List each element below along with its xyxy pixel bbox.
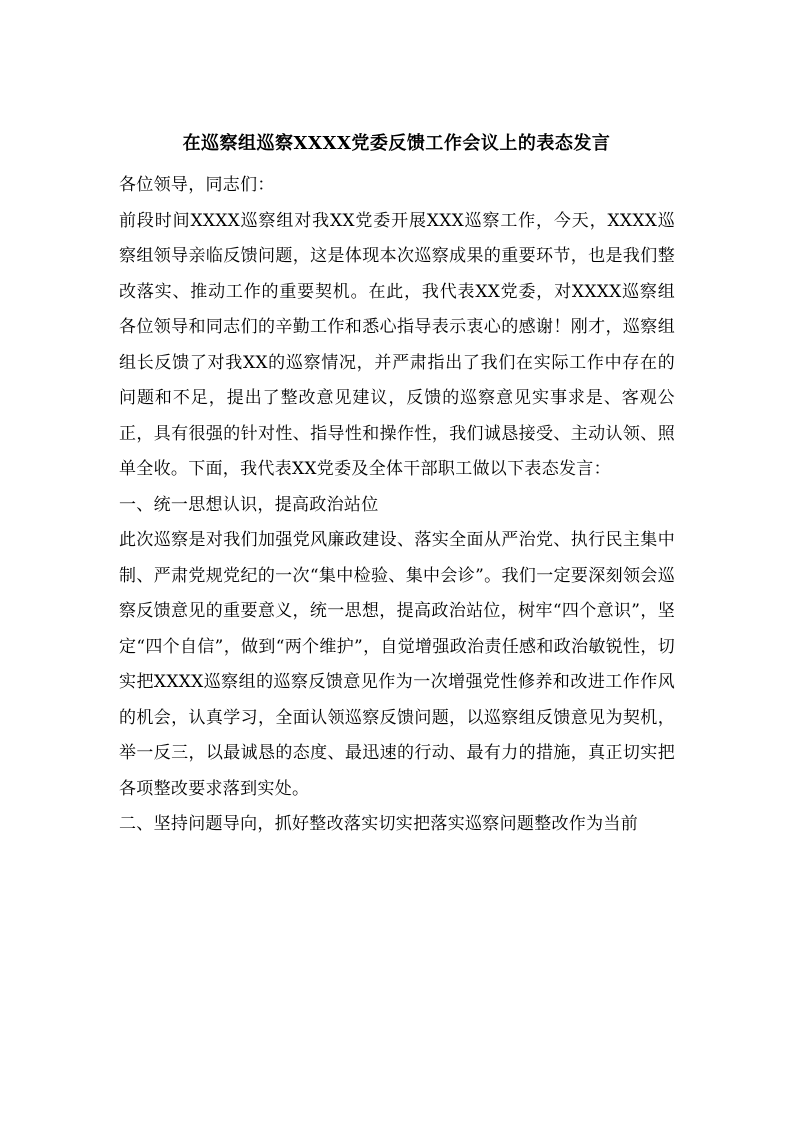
section-heading-1: 一、统一思想认识，提高政治站位 [119,494,379,515]
document-title: 在巡察组巡察XXXX党委反馈工作会议上的表态发言 [182,133,611,154]
salutation: 各位领导，同志们： [119,175,275,195]
paragraph-opening: 前段时间XXXX巡察组对我XX党委开展XXX巡察工作，今天，XXXX巡察组领导亲临反馈问题，这是体现本次巡察成果的重要环节，也是我们整改落实、推动工作的重要契机。在此，我代表XX党委，对XXXX巡察组各位领导和同志们的辛勤工作和悉心指导表示衷心的感谢！刚才，巡察组组长反馈了对我XX的巡察情况，并严肃指出了我们在实际工作中存在的问题和不足，提出了整改意见建议，反馈的巡察意见实事求是、客观公正，具有很强的针对性、指导性和操作性，我们诚恳接受、主动认领、照单全收。下面，我代表XX党委及全体干部职工做以下表态发言： [119,210,675,479]
document-body [119,168,675,843]
paragraph-section-1: 此次巡察是对我们加强党风廉政建设、落实全面从严治党、执行民主集中制、严肃党规党纪的一次“集中检验、集中会诊”。我们一定要深刻领会巡察反馈意见的重要意义，统一思想，提高政治站位，树牢“四个意识”，坚定“四个自信”，做到“两个维护”，自觉增强政治责任感和政治敏锐性，切实把XXXX巡察组的巡察反馈意见作为一次增强党性修养和改进工作作风的机会，认真学习，全面认领巡察反馈问题，以巡察组反馈意见为契机，举一反三，以最诚恳的态度、最迅速的行动、最有力的措施，真正切实把各项整改要求落到实处。 [119,530,675,799]
section-heading-2: 二、坚持问题导向，抓好整改落实切实把落实巡察问题整改作为当前 [119,814,638,834]
